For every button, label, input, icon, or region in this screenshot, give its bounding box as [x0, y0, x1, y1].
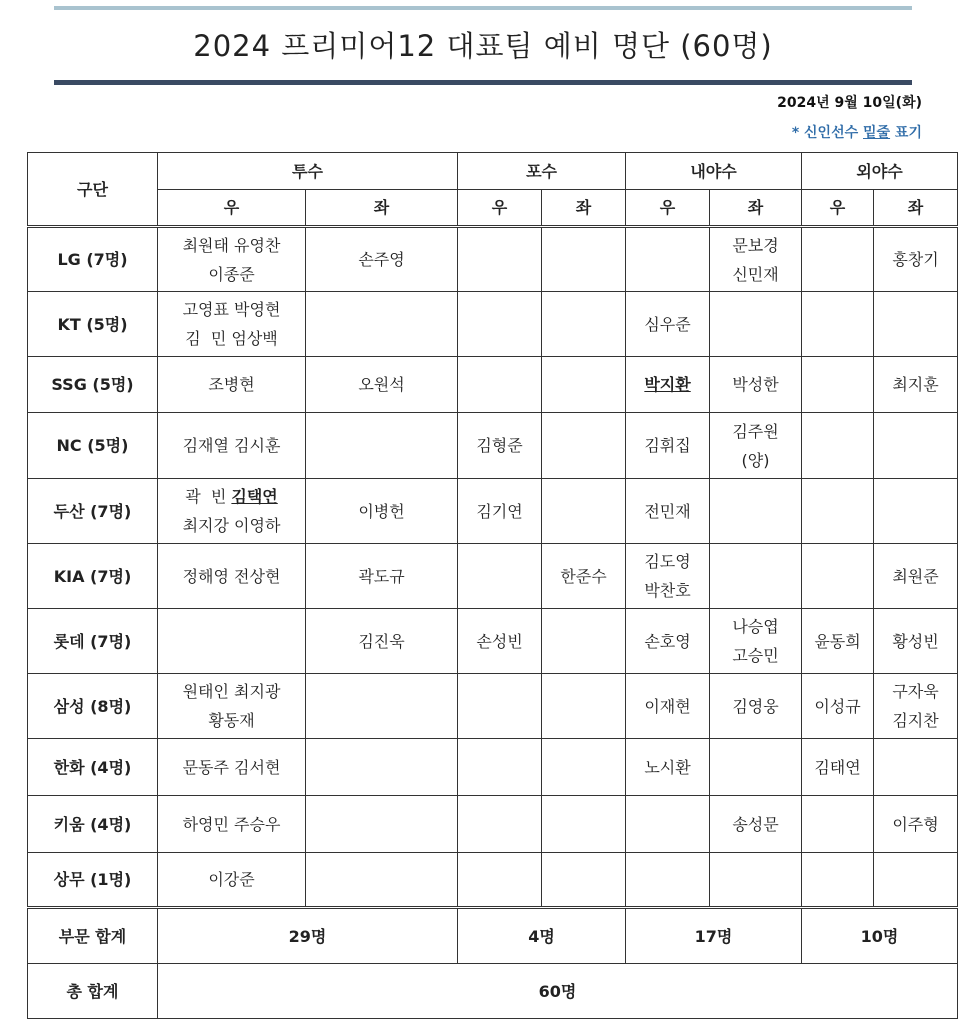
player-cell [802, 609, 874, 674]
player-cell [542, 739, 626, 796]
player-cell [306, 544, 458, 609]
player-names: 고승민 [732, 646, 779, 665]
team-row [28, 479, 958, 544]
player-cell [542, 479, 626, 544]
subtotal-value: 29명 [158, 908, 458, 964]
player-cell [626, 853, 710, 908]
player-names: 김형준 [476, 436, 523, 455]
player-cell [874, 674, 958, 739]
player-cell [626, 227, 710, 292]
team-label: KIA (7명) [28, 544, 158, 609]
player-names: 원태인 최지광 [182, 682, 281, 701]
page-title: 2024 프리미어12 대표팀 예비 명단 (60명) [193, 29, 773, 63]
player-cell [542, 674, 626, 739]
player-cell [158, 609, 306, 674]
player-cell [874, 796, 958, 853]
player-cell [626, 544, 710, 609]
player-cell [306, 609, 458, 674]
player-names: 한준수 [560, 566, 607, 586]
player-cell [306, 357, 458, 413]
player-names: 나승엽 [732, 617, 779, 636]
rookie-note-underlined: 밑줄 [863, 125, 891, 141]
player-names: 심우준 [644, 314, 691, 334]
team-label: NC (5명) [28, 413, 158, 479]
rookie-note-prefix: * 신인선수 [791, 125, 863, 141]
player-cell [542, 544, 626, 609]
team-label: 한화 (4명) [28, 739, 158, 796]
header-row-sides [28, 190, 958, 227]
team-label: LG (7명) [28, 227, 158, 292]
subtotal-value: 17명 [626, 908, 802, 964]
player-names: 이병헌 [358, 501, 405, 521]
player-cell [306, 674, 458, 739]
player-cell [802, 357, 874, 413]
player-cell [802, 739, 874, 796]
player-names: 손성빈 [476, 631, 523, 651]
team-row [28, 357, 958, 413]
player-names: 김주원 [732, 421, 779, 441]
player-cell [710, 357, 802, 413]
player-names: 최원준 [892, 566, 939, 586]
team-row [28, 853, 958, 908]
player-cell [626, 292, 710, 357]
subtotal-row [28, 908, 958, 964]
player-names: 김재열 김시훈 [182, 436, 281, 455]
player-cell [158, 544, 306, 609]
player-name: 곽 빈 [185, 487, 232, 506]
player-cell [802, 479, 874, 544]
team-row [28, 674, 958, 739]
header-side: 좌 [710, 190, 802, 227]
header-side: 우 [458, 190, 542, 227]
player-names: 김도영 [644, 552, 691, 571]
player-names: 전민재 [644, 501, 691, 521]
player-cell [802, 413, 874, 479]
player-names: 송성문 [732, 814, 779, 834]
player-names: 정해영 전상현 [182, 566, 281, 586]
player-names: 이종준 [208, 264, 255, 284]
team-row [28, 413, 958, 479]
player-names: 조병현 [208, 375, 255, 394]
player-cell [874, 544, 958, 609]
player-cell [626, 609, 710, 674]
player-names: 구자욱 [892, 682, 939, 701]
player-cell [710, 853, 802, 908]
header-team: 구단 [28, 153, 158, 227]
total-label: 총 합계 [28, 964, 158, 1019]
player-cell [874, 479, 958, 544]
player-names: 황성빈 [892, 631, 939, 651]
player-cell [306, 292, 458, 357]
player-cell [542, 357, 626, 413]
player-cell [542, 609, 626, 674]
player-names: 문동주 김서현 [182, 757, 281, 777]
player-name-rookie: 김택연 [231, 487, 278, 506]
header-side: 좌 [306, 190, 458, 227]
team-label: 삼성 (8명) [28, 674, 158, 739]
player-names: 이재현 [644, 696, 691, 716]
player-names: 김지찬 [892, 711, 939, 730]
player-names: 문보경 [732, 235, 779, 255]
player-names: 김태연 [814, 757, 861, 777]
header-group-catcher: 포수 [458, 153, 626, 190]
subtotal-value: 10명 [802, 908, 958, 964]
player-cell [710, 292, 802, 357]
player-cell [710, 479, 802, 544]
player-cell [542, 853, 626, 908]
player-cell [802, 796, 874, 853]
player-cell [458, 413, 542, 479]
player-names: 오원석 [358, 375, 405, 394]
team-label: 롯데 (7명) [28, 609, 158, 674]
player-cell [458, 796, 542, 853]
player-names: 김휘집 [644, 436, 691, 455]
player-cell [802, 292, 874, 357]
team-row [28, 739, 958, 796]
player-cell [802, 544, 874, 609]
player-cell [158, 357, 306, 413]
team-row [28, 544, 958, 609]
player-cell [710, 674, 802, 739]
header-group-pitcher: 투수 [158, 153, 458, 190]
player-cell [458, 227, 542, 292]
player-names: 노시환 [644, 757, 691, 777]
player-cell [458, 739, 542, 796]
team-label: SSG (5명) [28, 357, 158, 413]
team-label: 상무 (1명) [28, 853, 158, 908]
player-cell [874, 292, 958, 357]
player-cell [158, 227, 306, 292]
player-names: (양) [741, 450, 770, 470]
player-cell [626, 413, 710, 479]
player-cell [158, 479, 306, 544]
player-cell [710, 609, 802, 674]
total-row [28, 964, 958, 1019]
player-cell [710, 739, 802, 796]
player-cell [802, 674, 874, 739]
rookie-note [792, 122, 922, 142]
player-cell [306, 853, 458, 908]
player-cell [458, 292, 542, 357]
player-cell [710, 413, 802, 479]
player-names: 김 민 엄상백 [185, 329, 278, 348]
player-names: 박성한 [732, 375, 779, 394]
header-group-outfielder: 외야수 [802, 153, 958, 190]
player-names: 박찬호 [644, 581, 691, 600]
player-cell [626, 357, 710, 413]
top-rule [54, 6, 912, 10]
player-cell [626, 796, 710, 853]
player-cell [158, 739, 306, 796]
team-row [28, 609, 958, 674]
player-cell [306, 479, 458, 544]
player-cell [802, 227, 874, 292]
player-names: 하영민 주승우 [182, 814, 281, 834]
title-rule [54, 80, 912, 85]
player-cell [306, 796, 458, 853]
player-names: 손주영 [358, 250, 405, 269]
player-names: 신민재 [732, 264, 779, 284]
player-names: 이강준 [208, 870, 255, 889]
player-names: 황동재 [208, 711, 255, 730]
player-cell [626, 739, 710, 796]
date-label: 2024년 9월 10일(화) [777, 95, 922, 111]
player-cell [874, 853, 958, 908]
player-cell [802, 853, 874, 908]
player-cell [306, 739, 458, 796]
player-cell [158, 853, 306, 908]
player-cell [874, 413, 958, 479]
team-row [28, 796, 958, 853]
player-cell [158, 674, 306, 739]
header-side: 좌 [542, 190, 626, 227]
player-names: 이주형 [892, 814, 939, 834]
player-names: 김진욱 [358, 631, 405, 651]
player-names [158, 482, 305, 511]
player-names: 홍창기 [892, 250, 939, 269]
player-names: 곽도규 [358, 566, 405, 586]
player-cell [542, 227, 626, 292]
header-row-groups [28, 153, 958, 190]
player-names: 최지강 이영하 [182, 516, 281, 535]
player-names: 김기연 [476, 501, 523, 521]
player-names: 박지환 [644, 375, 691, 394]
player-cell [710, 544, 802, 609]
player-cell [458, 479, 542, 544]
header-side: 우 [626, 190, 710, 227]
team-label: 키움 (4명) [28, 796, 158, 853]
player-cell [158, 413, 306, 479]
subtotal-label: 부문 합계 [28, 908, 158, 964]
player-cell [542, 292, 626, 357]
team-row [28, 292, 958, 357]
player-cell [874, 609, 958, 674]
player-cell [306, 227, 458, 292]
player-names: 손호영 [644, 631, 691, 651]
player-cell [306, 413, 458, 479]
player-cell [874, 739, 958, 796]
player-cell [874, 357, 958, 413]
player-names: 이성규 [814, 696, 861, 716]
player-cell [710, 227, 802, 292]
header-side: 우 [158, 190, 306, 227]
player-cell [542, 413, 626, 479]
player-cell [626, 479, 710, 544]
header-side: 좌 [874, 190, 958, 227]
player-cell [874, 227, 958, 292]
player-cell [158, 796, 306, 853]
player-cell [710, 796, 802, 853]
player-names: 윤동희 [814, 631, 861, 651]
player-names: 최원태 유영찬 [182, 235, 281, 255]
team-label: KT (5명) [28, 292, 158, 357]
player-cell [458, 357, 542, 413]
player-cell [626, 674, 710, 739]
player-cell [542, 796, 626, 853]
player-cell [458, 609, 542, 674]
player-cell [458, 853, 542, 908]
subtotal-value: 4명 [458, 908, 626, 964]
rookie-note-suffix: 표기 [890, 125, 922, 141]
header-group-infielder: 내야수 [626, 153, 802, 190]
player-names: 김영웅 [732, 696, 779, 716]
team-row [28, 227, 958, 292]
total-value: 60명 [158, 964, 958, 1019]
roster-table [27, 152, 958, 1019]
player-names: 고영표 박영현 [182, 300, 281, 319]
team-label: 두산 (7명) [28, 479, 158, 544]
player-cell [158, 292, 306, 357]
player-cell [458, 544, 542, 609]
player-cell [458, 674, 542, 739]
header-side: 우 [802, 190, 874, 227]
player-names: 최지훈 [892, 375, 939, 394]
